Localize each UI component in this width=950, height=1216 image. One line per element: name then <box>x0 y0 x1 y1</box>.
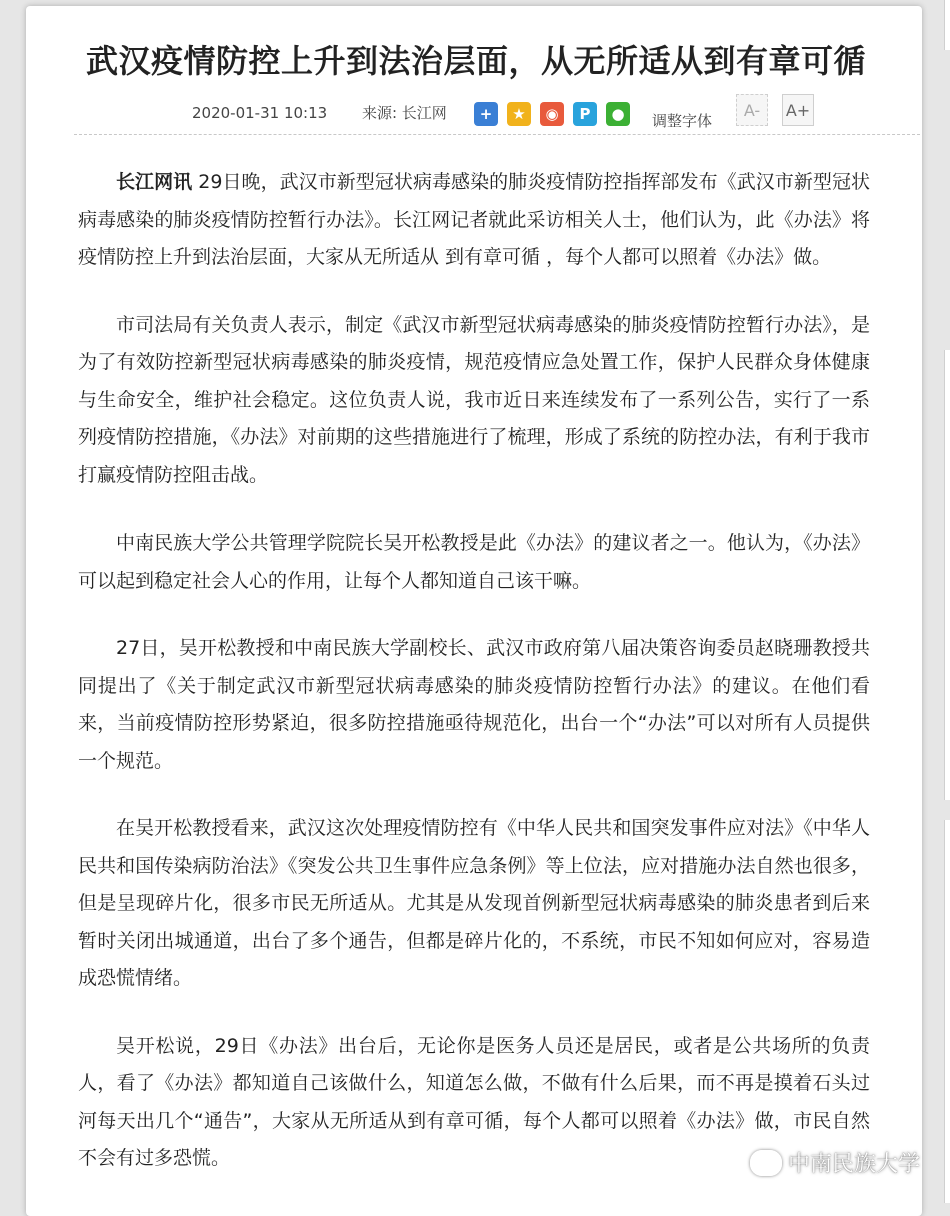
article-paragraph: 吴开松说，29日《办法》出台后，无论你是医务人员还是居民，或者是公共场所的负责人，看了《办法》都知道自己该做什么，知道怎么做，不做有什么后果，而不再是摸着石头过河每天出几个“通告”，大家从无所适从到有章可循，每个人都可以照着《办法》做，市民自然不会有过多恐慌。 <box>78 1034 870 1169</box>
article-paragraph: 市司法局有关负责人表示，制定《武汉市新型冠状病毒感染的肺炎疫情防控暂行办法》，是为了有效防控新型冠状病毒感染的肺炎疫情，规范疫情应急处置工作，保护人民群众身体健康与生命安全，维护社会稳定。这位负责人说，我市近日来连续发布了一系列公告，实行了一系列疫情防控措施，《办法》对前期的这些措施进行了梳理，形成了系统的防控办法，有利于我市打赢疫情防控阻击战。 <box>78 313 870 486</box>
article-meta <box>192 102 447 123</box>
article-title: 武汉疫情防控上升到法治层面，从无所适从到有章可循 <box>85 42 866 80</box>
wechat-icon[interactable]: ● <box>606 102 630 126</box>
article-paragraph <box>78 164 870 277</box>
p-icon[interactable]: P <box>573 102 597 126</box>
weibo-icon[interactable]: ◉ <box>540 102 564 126</box>
article-paragraph: 在吴开松教授看来，武汉这次处理疫情防控有《中华人民共和国突发事件应对法》《中华人民共和国传染病防治法》《突发公共卫生事件应急条例》等上位法，应对措施办法自然也很多，但是呈现碎片化，很多市民无所适从。尤其是从发现首例新型冠状病毒感染的肺炎患者到后来暂时关闭出城通道，出台了多个通告，但都是碎片化的，不系统，市民不知如何应对，容易造成恐慌情绪。 <box>78 817 870 989</box>
background-edge <box>944 350 950 800</box>
watermark-text: 中南民族大学 <box>788 1152 921 1177</box>
header-divider <box>74 134 920 135</box>
font-adjust-label: 调整字体 <box>652 112 713 130</box>
plus-icon[interactable]: + <box>474 102 498 126</box>
font-increase-button[interactable]: A+ <box>782 94 814 126</box>
article-paragraph: 中南民族大学公共管理学院院长吴开松教授是此《办法》的建议者之一。他认为，《办法》可以起到稳定社会人心的作用，让每个人都知道自己该干嘛。 <box>78 532 870 592</box>
share-bar <box>474 102 630 126</box>
lead-source: 长江网讯 <box>116 171 193 193</box>
publish-date: 2020-01-31 10:13 <box>192 104 328 122</box>
article-source: 来源: 长江网 <box>361 104 447 122</box>
article-body <box>78 164 870 1208</box>
font-decrease-button[interactable]: A- <box>736 94 768 126</box>
watermark <box>750 1147 920 1178</box>
background-edge <box>944 820 950 1203</box>
qzone-star-icon[interactable]: ★ <box>507 102 531 126</box>
wechat-logo-icon <box>750 1150 782 1176</box>
background-edge <box>944 0 950 50</box>
paragraph-text: 29日晚，武汉市新型冠状病毒感染的肺炎疫情防控指挥部发布《武汉市新型冠状病毒感染的肺炎疫情防控暂行办法》。长江网记者就此采访相关人士，他们认为，此《办法》将疫情防控上升到法治层面，大家从无所适从 到有章可循 ，每个人都可以照着《办法》做。 <box>78 171 870 268</box>
article-paragraph: 27日，吴开松教授和中南民族大学副校长、武汉市政府第八届决策咨询委员赵晓珊教授共同提出了《关于制定武汉市新型冠状病毒感染的肺炎疫情防控暂行办法》的建议。在他们看来，当前疫情防控形势紧迫，很多防控措施亟待规范化，出台一个“办法”可以对所有人员提供一个规范。 <box>78 637 870 772</box>
